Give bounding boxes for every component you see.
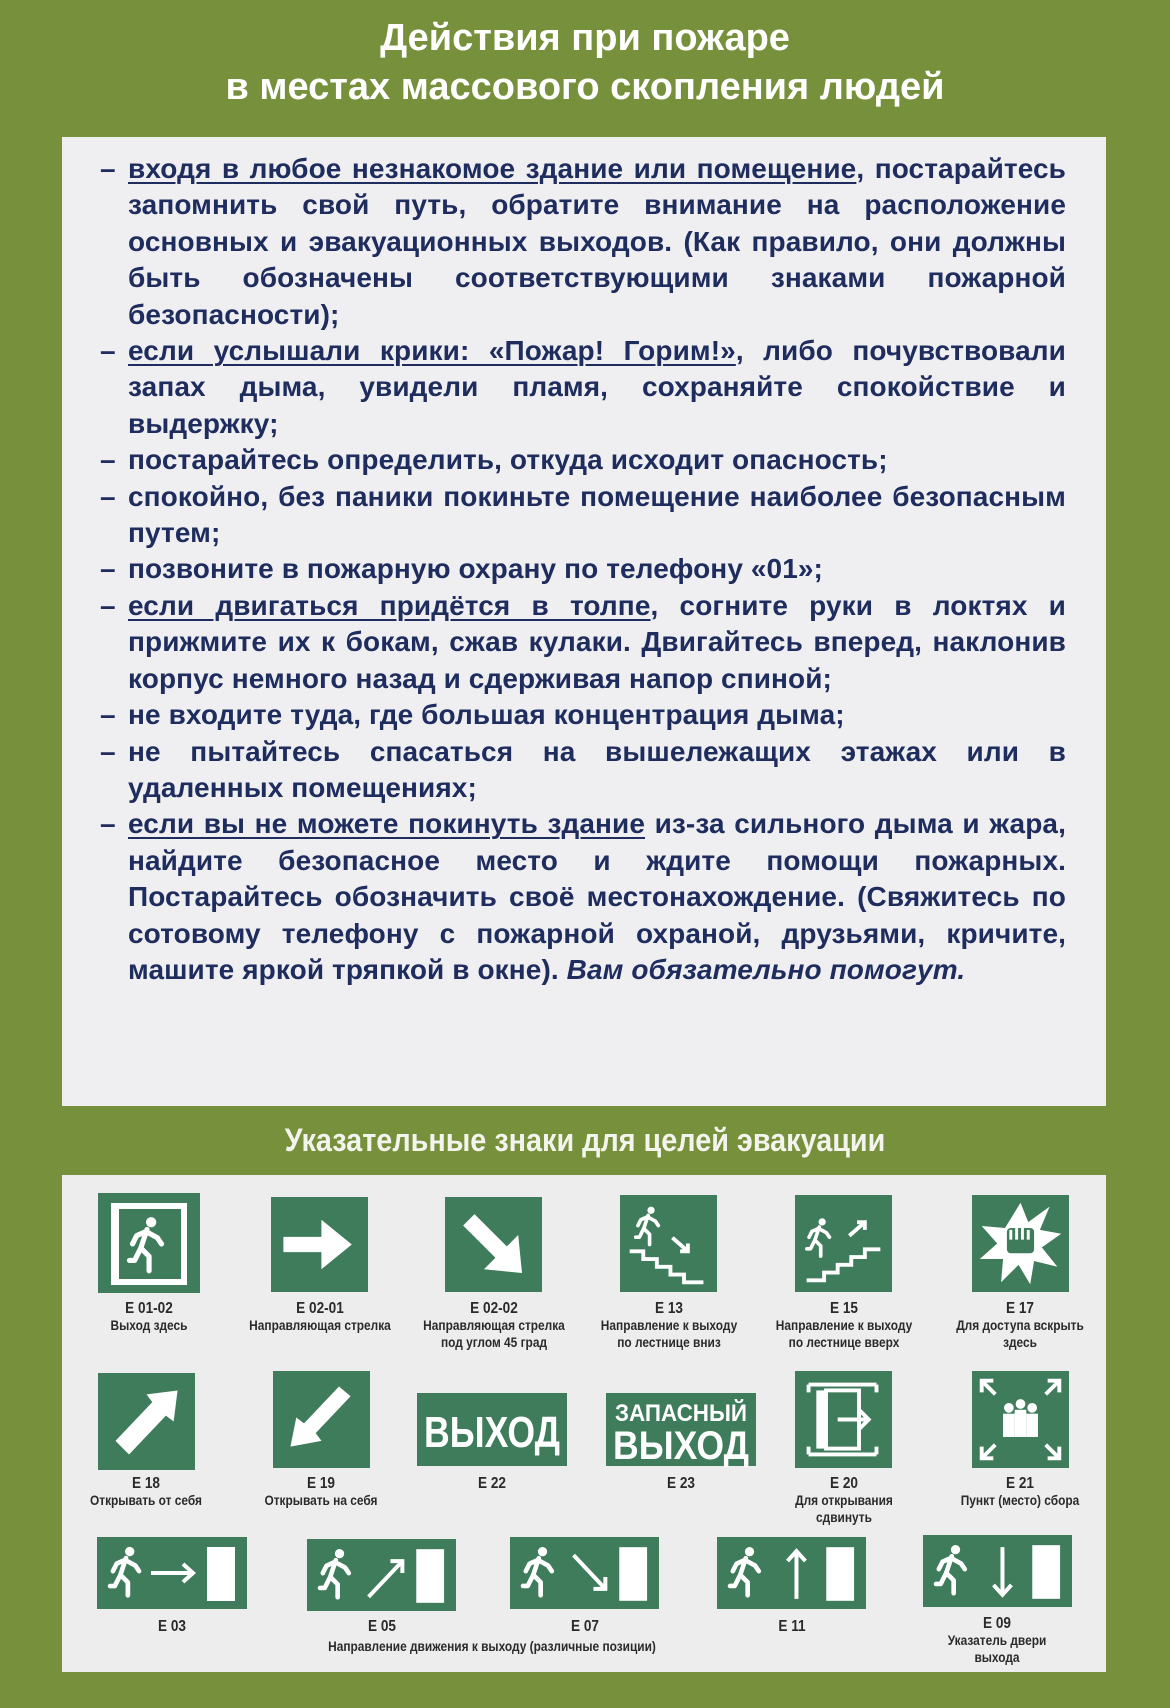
bullet-dash: – [100, 444, 116, 476]
pull-door-icon [273, 1371, 370, 1468]
signs-panel [62, 1175, 1106, 1672]
emphasis-text: если вы не можете покинуть здание [128, 808, 646, 840]
instruction-item [100, 333, 1066, 442]
sign-label: E 09 Указатель двери выхода [947, 1615, 1047, 1665]
direction-caption: Направление движения к выходу (различные позиции) [328, 1638, 656, 1654]
instructions-list [100, 151, 1066, 988]
exit-direction-up-right-icon [307, 1539, 456, 1611]
instructions-panel [62, 137, 1106, 1106]
exit-text-sign [417, 1393, 567, 1466]
instruction-item [100, 551, 1066, 587]
sign-label: E 02-01 Направляющая стрелка [249, 1300, 391, 1333]
item-text: постарайтесь определить, откуда исходит опасность; [128, 444, 888, 476]
sign-label: E 17 Для доступа вскрыть здесь [956, 1300, 1084, 1350]
instruction-item [100, 479, 1066, 552]
emergency-exit-text-sign [606, 1393, 756, 1466]
exit-door-pointer-icon [923, 1535, 1072, 1607]
svg-text:ВЫХОД: ВЫХОД [613, 1424, 749, 1468]
emphasis-text: если двигаться придётся в толпе [128, 589, 651, 621]
instruction-item [100, 151, 1066, 333]
sign-label: E 07 [571, 1618, 599, 1635]
instruction-item [100, 697, 1066, 733]
bullet-dash: – [100, 735, 116, 767]
svg-text:ЗАПАСНЫЙ: ЗАПАСНЫЙ [615, 1400, 757, 1427]
sign-label: E 18 Открывать от себя [89, 1475, 203, 1508]
sign-label: E 21 Пункт (место) сбора [960, 1475, 1080, 1508]
item-text: не входите туда, где большая концентрация дыма; [128, 699, 845, 731]
bullet-dash: – [100, 553, 116, 585]
break-to-access-icon [972, 1195, 1069, 1292]
sign-label: E 15 Направление к выходу по лестнице вверх [775, 1300, 913, 1350]
bullet-dash: – [100, 335, 116, 367]
sign-label: E 22 [478, 1475, 506, 1492]
svg-text:ВЫХОД: ВЫХОД [424, 1408, 560, 1457]
bullet-dash: – [100, 589, 116, 621]
sign-label: E 13 Направление к выходу по лестнице вниз [600, 1300, 738, 1350]
sign-label: E 02-02 Направляющая стрелка под углом 45 град [423, 1300, 565, 1350]
item-text: , согните руки в локтях и прижмите их к бокам, сжав кулаки. Двигайтесь вперед, наклонив корпус немного назад и сдерживая напор спиной; [128, 589, 1066, 694]
instruction-item [100, 442, 1066, 478]
item-text: не пытайтесь спасаться на вышележащих этажах или в удаленных помещениях; [128, 735, 1066, 803]
item-text: спокойно, без паники покиньте помещение наиболее безопасным путем; [128, 480, 1066, 549]
exit-direction-up-icon [717, 1537, 866, 1609]
instruction-item [100, 588, 1066, 697]
arrow-diagonal-icon [445, 1197, 542, 1292]
sign-label: E 01-02 Выход здесь [110, 1300, 188, 1333]
exit-direction-down-right-icon [510, 1537, 659, 1609]
instruction-item [100, 806, 1066, 988]
sign-label: E 23 [667, 1475, 695, 1492]
item-text: позвоните в пожарную охрану по телефону «01»; [128, 553, 823, 585]
signs-heading: Указательные знаки для целей эвакуации [284, 1122, 886, 1158]
emphasis-text: входя в любое незнакомое здание или помещение [128, 153, 857, 184]
stairs-up-icon [795, 1195, 892, 1292]
title-line-2: в местах массового скопления людей [225, 66, 945, 108]
item-text: , постарайтесь запомнить свой путь, обратите внимание на расположение основных и эвакуационных выходов. (Как правило, они должны быть обозначены соответствующими знаками пожарной безопасности); [128, 153, 1066, 330]
bullet-dash: – [100, 153, 116, 184]
stairs-down-icon [620, 1195, 717, 1292]
instruction-item [100, 734, 1066, 807]
sign-label: E 11 [778, 1618, 806, 1635]
page-title [0, 14, 1170, 112]
sign-exit-here-icon [98, 1193, 200, 1293]
assembly-point-icon [972, 1371, 1069, 1468]
bullet-dash: – [100, 699, 116, 731]
push-door-icon [98, 1373, 195, 1470]
sign-label: E 05 [368, 1618, 396, 1635]
closing-italic-text: Вам обязательно помогут. [566, 953, 966, 985]
arrow-right-icon [271, 1197, 368, 1292]
sign-label: E 20 Для открывания сдвинуть [795, 1475, 893, 1525]
bullet-dash: – [100, 480, 116, 512]
title-line-1: Действия при пожаре [380, 17, 790, 59]
exit-direction-right-icon [97, 1537, 247, 1609]
bullet-dash: – [100, 808, 116, 840]
item-text: из-за сильного дыма и жара, найдите безопасное место и ждите помощи пожарных. Постарайтесь обозначить своё местонахождение. (Свяжитесь по сотовому телефону с пожарной охраной, друзьями, кричите, машите яркой тряпкой в окне). [128, 808, 1066, 985]
sign-label: E 19 Открывать на себя [264, 1475, 378, 1508]
emphasis-text: если услышали крики: «Пожар! Горим!» [128, 335, 736, 367]
item-text: , либо почувствовали запах дыма, увидели пламя, сохраняйте спокойствие и выдержку; [128, 335, 1066, 439]
sign-label: E 03 [158, 1618, 186, 1635]
slide-to-open-icon [795, 1371, 892, 1468]
